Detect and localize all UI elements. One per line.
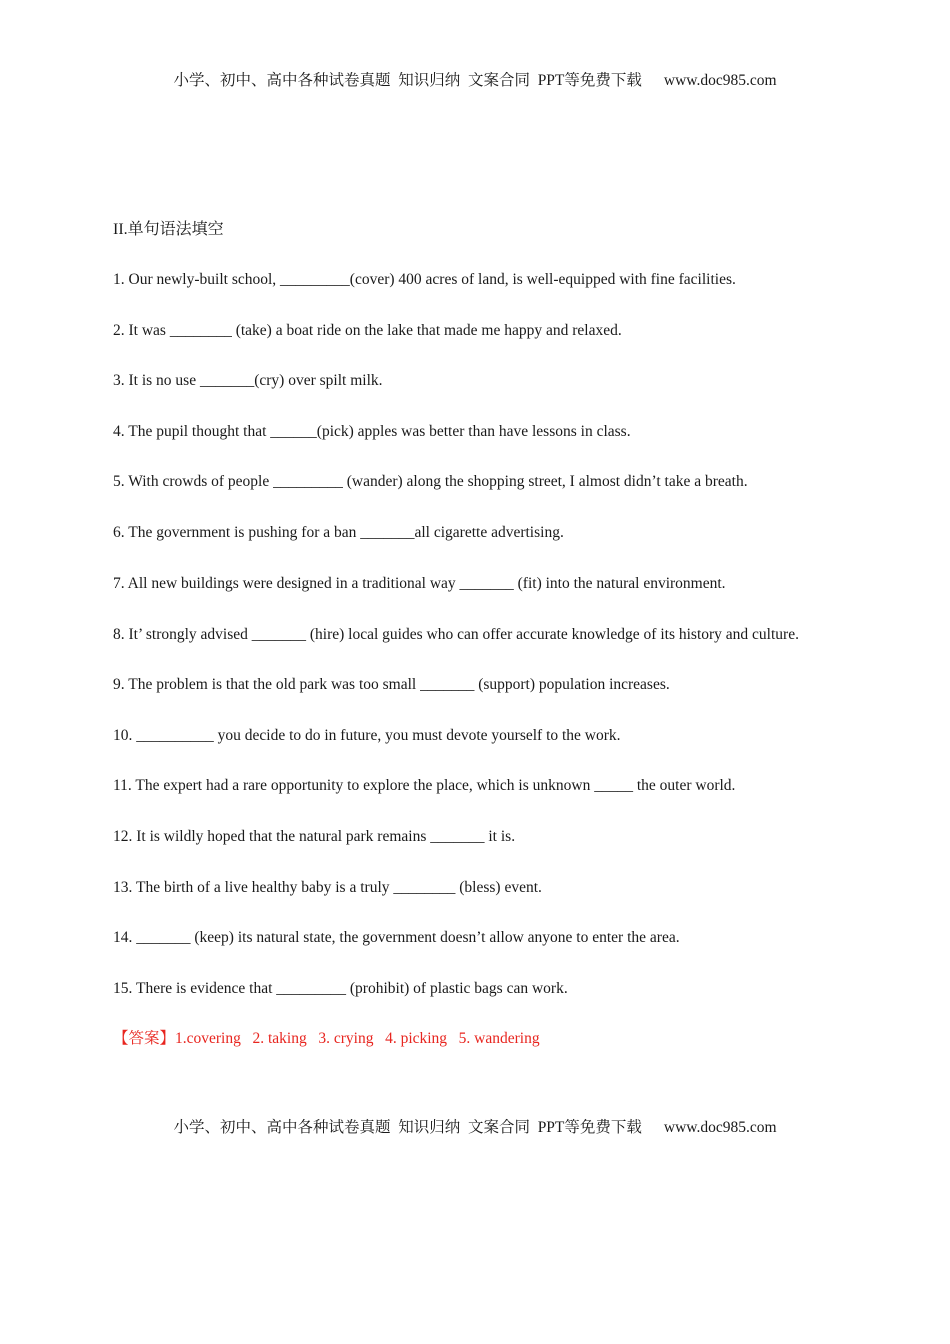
section-title: II.单句语法填空	[113, 221, 224, 238]
exercise-content	[113, 218, 837, 1051]
question-6: 6. The government is pushing for a ban _______all cigarette advertising.	[113, 523, 564, 541]
question-10: 10. __________ you decide to do in future, you must devote yourself to the work.	[113, 726, 621, 744]
question-5: 5. With crowds of people _________ (wander) along the shopping street, I almost didn’t take a breath.	[113, 473, 748, 491]
header-text: 小学、初中、高中各种试卷真题 知识归纳 文案合同 PPT等免费下载	[173, 72, 642, 89]
question-14: 14. _______ (keep) its natural state, the government doesn’t allow anyone to enter the area.	[113, 929, 680, 947]
page-footer	[0, 1115, 950, 1137]
question-4: 4. The pupil thought that ______(pick) apples was better than have lessons in class.	[113, 422, 631, 440]
footer-site: www.doc985.com	[663, 1119, 777, 1136]
question-11: 11. The expert had a rare opportunity to explore the place, which is unknown _____ the outer world.	[113, 777, 736, 795]
question-7: 7. All new buildings were designed in a traditional way _______ (fit) into the natural environment.	[113, 574, 726, 592]
footer-text: 小学、初中、高中各种试卷真题 知识归纳 文案合同 PPT等免费下载	[173, 1119, 642, 1136]
page-header	[0, 68, 950, 90]
answer-key: 【答案】1.covering 2. taking 3. crying 4. picking 5. wandering	[113, 1030, 540, 1048]
question-2: 2. It was ________ (take) a boat ride on the lake that made me happy and relaxed.	[113, 321, 622, 339]
header-site: www.doc985.com	[663, 72, 777, 89]
question-15: 15. There is evidence that _________ (prohibit) of plastic bags can work.	[113, 979, 568, 997]
question-12: 12. It is wildly hoped that the natural park remains _______ it is.	[113, 827, 516, 845]
question-9: 9. The problem is that the old park was too small _______ (support) population increases.	[113, 676, 670, 694]
question-13: 13. The birth of a live healthy baby is a truly ________ (bless) event.	[113, 878, 542, 896]
question-1: 1. Our newly-built school, _________(cover) 400 acres of land, is well-equipped with fine facilities.	[113, 271, 736, 288]
question-8: 8. It’ strongly advised _______ (hire) local guides who can offer accurate knowledge of its history and culture.	[113, 626, 799, 644]
question-3: 3. It is no use _______(cry) over spilt milk.	[113, 372, 383, 390]
